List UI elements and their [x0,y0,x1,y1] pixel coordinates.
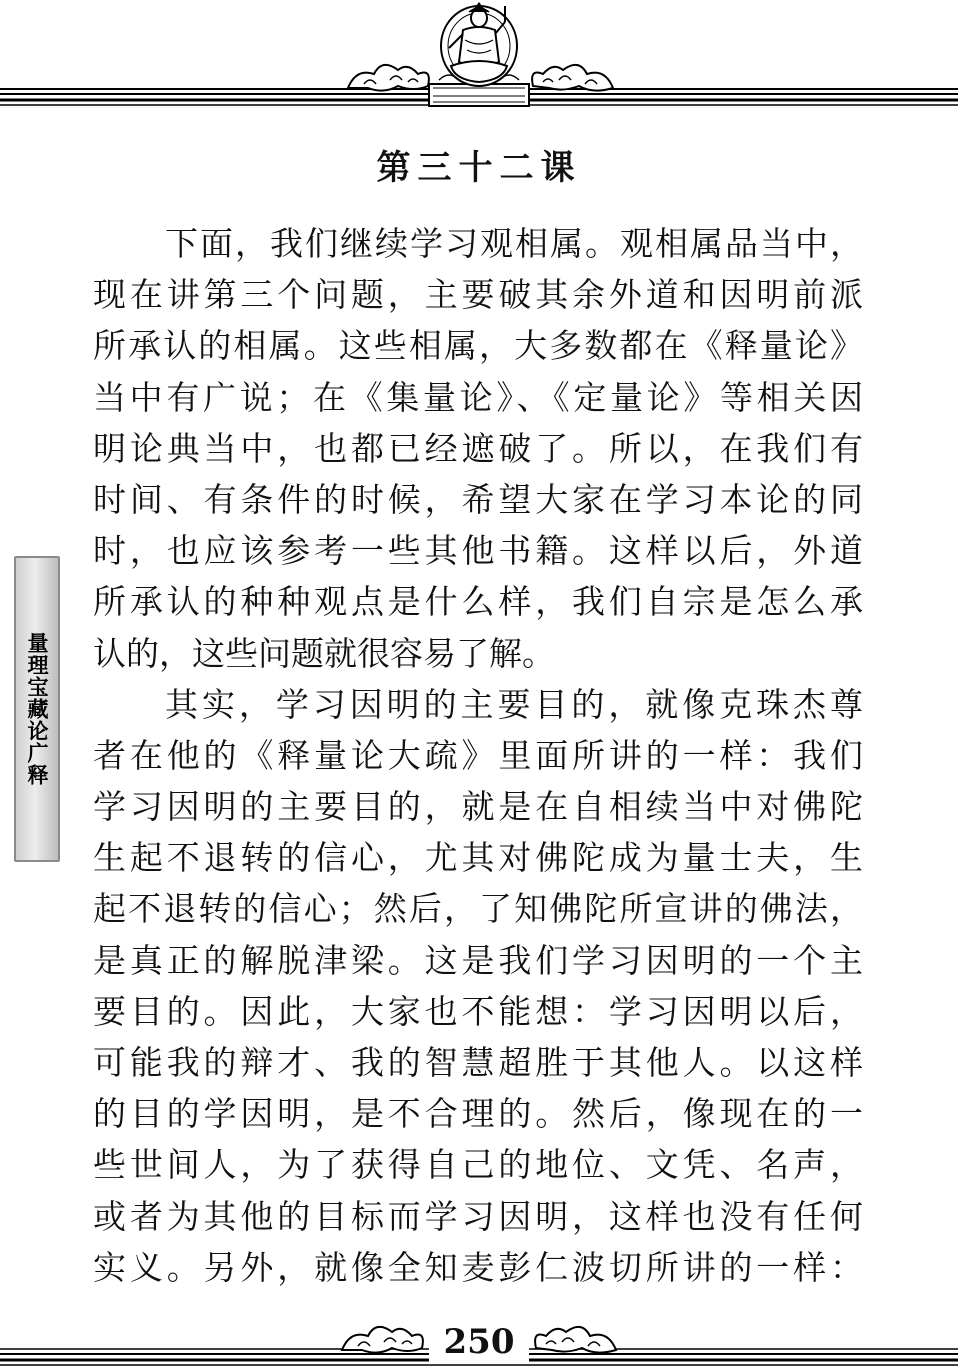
side-tab-label: 量理宝藏论广释 [25,632,50,786]
text-line: 明论典当中，也都已经遮破了。所以，在我们有 [93,428,863,468]
text-line: 时，也应该参考一些其他书籍。这样以后，外道 [93,531,863,571]
text-line: 其实，学习因明的主要目的，就像克珠杰尊 [165,684,863,724]
header-ornament [0,0,958,112]
text-line: 或者为其他的目标而学习因明，这样也没有任何 [93,1196,863,1236]
cloud-scroll-icon [348,65,429,91]
text-line: 生起不退转的信心，尤其对佛陀成为量士夫，生 [93,838,863,878]
text-line: 所承认的种种观点是什么样，我们自宗是怎么承 [93,582,863,622]
body-text [93,218,863,1293]
page-number: 250 [429,1322,529,1362]
text-line: 当中有广说；在《集量论》、《定量论》等相关因 [93,377,863,417]
text-line: 些世间人，为了获得自己的地位、文凭、名声， [93,1145,863,1185]
text-line: 者在他的《释量论大疏》里面所讲的一样：我们 [93,735,863,775]
text-line: 起不退转的信心；然后，了知佛陀所宣讲的佛法， [93,889,863,929]
text-line: 认的，这些问题就很容易了解。 [93,633,555,673]
side-tab [14,556,60,862]
text-line: 可能我的辩才、我的智慧超胜于其他人。以这样 [93,1043,863,1082]
text-line: 现在讲第三个问题，主要破其余外道和因明前派 [93,275,863,315]
text-line: 的目的学因明，是不合理的。然后，像现在的一 [93,1094,863,1134]
cloud-scroll-icon [342,1327,423,1353]
cloud-scroll-icon [532,65,613,91]
text-line: 所承认的相属。这些相属，大多数都在《释量论》 [93,326,863,366]
text-line: 要目的。因此，大家也不能想：学习因明以后， [93,991,863,1031]
buddha-figure-icon [429,2,529,106]
text-line: 学习因明的主要目的，就是在自相续当中对佛陀 [93,787,863,827]
lesson-title: 第三十二课 [376,148,582,188]
text-line: 是真正的解脱津梁。这是我们学习因明的一个主 [93,940,863,980]
text-line: 下面，我们继续学习观相属。观相属品当中， [165,224,863,263]
cloud-scroll-icon [535,1327,616,1353]
text-line: 时间、有条件的时候，希望大家在学习本论的同 [93,479,863,519]
text-line: 实义。另外，就像全知麦彭仁波切所讲的一样： [93,1247,863,1287]
